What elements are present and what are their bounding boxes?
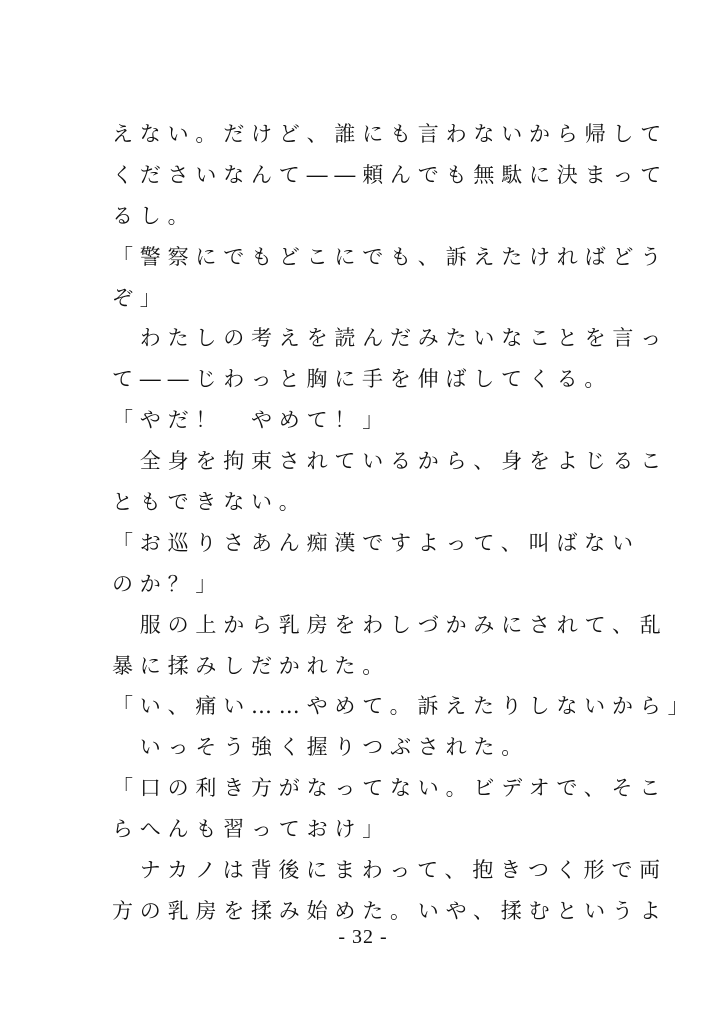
text-line: 暴に揉みしだかれた。 xyxy=(112,653,390,678)
text-line: 方の乳房を揉み始めた。いや、揉むというよ xyxy=(112,898,668,923)
text-line: いっそう強く握りつぶされた。 xyxy=(112,735,529,760)
text-line: のか？」 xyxy=(112,571,224,596)
text-line: ぞ」 xyxy=(112,285,168,310)
body-text xyxy=(112,114,696,932)
text-line: 「警察にでもどこにでも、訴えたければどう xyxy=(112,244,668,269)
page-number: - 32 - xyxy=(338,926,388,948)
text-line: て――じわっと胸に手を伸ばしてくる。 xyxy=(112,367,613,392)
text-line: 「やだ！ やめて！」 xyxy=(112,408,390,433)
text-line: 「お巡りさあん痴漢ですよって、叫ばない xyxy=(112,530,640,555)
text-line: 「い、痛い……やめて。訴えたりしないから」 xyxy=(112,694,696,719)
text-line: 服の上から乳房をわしづかみにされて、乱 xyxy=(112,612,668,637)
text-line: るし。 xyxy=(112,203,196,228)
text-line: 「口の利き方がなってない。ビデオで、そこ xyxy=(112,776,668,801)
text-line: ともできない。 xyxy=(112,490,307,515)
text-line: くださいなんて――頼んでも無駄に決まって xyxy=(112,162,668,187)
text-line: ナカノは背後にまわって、抱きつく形で両 xyxy=(112,858,667,883)
text-line: 全身を拘束されているから、身をよじるこ xyxy=(112,449,668,474)
text-line: らへんも習っておけ」 xyxy=(112,817,390,842)
text-line: わたしの考えを読んだみたいなことを言っ xyxy=(112,326,668,351)
text-line: えない。だけど、誰にも言わないから帰して xyxy=(112,122,668,146)
